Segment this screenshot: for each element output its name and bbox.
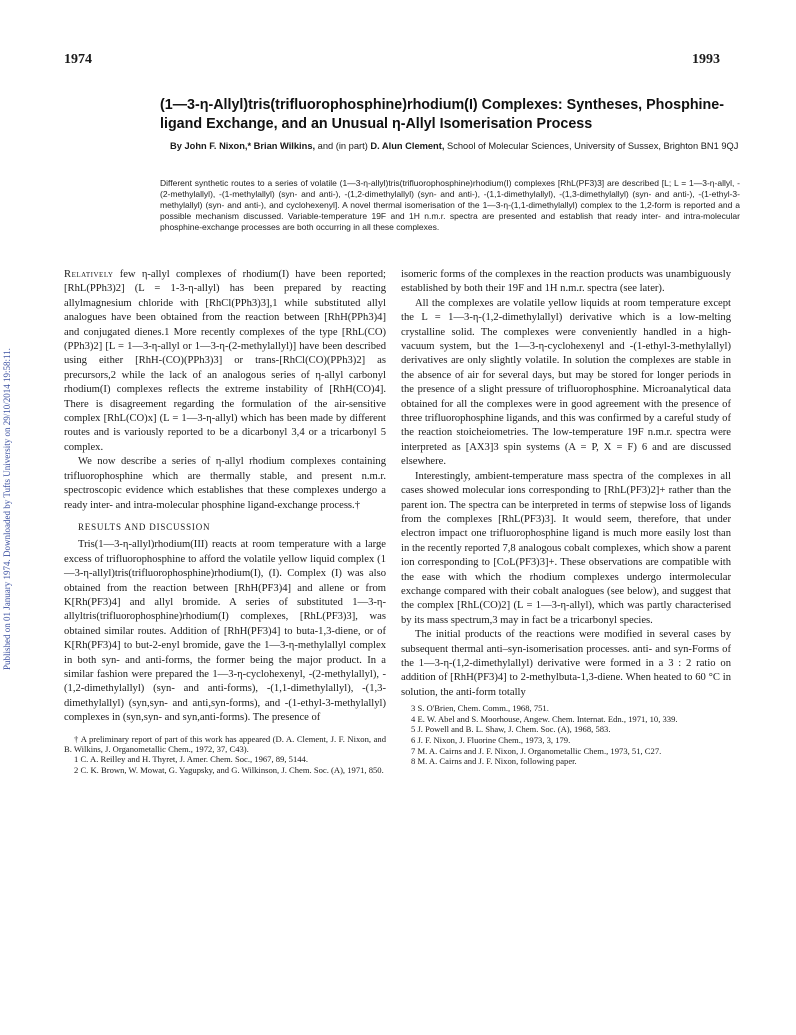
drop-lead-word: Relatively	[64, 269, 114, 280]
author-affiliation: School of Molecular Sciences, University of Sussex, Brighton BN1 9QJ	[444, 141, 739, 151]
lead-authors: By John F. Nixon,* Brian Wilkins,	[170, 141, 316, 151]
article-title: (1—3-η-Allyl)tris(trifluorophosphine)rhodium(I) Complexes: Syntheses, Phosphine-ligand Exchange, and an Unusual η-Allyl Isomerisation Process	[160, 97, 724, 132]
footnote: 5 J. Powell and B. L. Shaw, J. Chem. Soc. (A), 1968, 583.	[411, 724, 611, 735]
footnote: 7 M. A. Cairns and J. F. Nixon, J. Organometallic Chem., 1973, 51, C27.	[411, 745, 662, 756]
body-paragraph: Interestingly, ambient-temperature mass spectra of the complexes in all cases showed molecular ions corresponding to [RhL(PF3)2]+ rather than the parent ion. The spectra can be interpreted in terms of stepwise loss of ligands from the complexes [RhL(PF3)3]. It would seem, therefore, that under electron impact one trifluorophosphine ligand is much more easily lost than in the recently reported 7,8 analogous cobalt complexes, which show a parent ion corresponding to [CoL(PF3)3]+. These observations are compatible with the ease with which the rhodium complexes undergo intermolecular exchange compared with their cobalt analogues (see below), and suggest that the complex [RhL(CO)2] (L = 1—3-η-allyl), which was partly characterised by its mass spectrum,3 may in fact be a tricarbonyl species.	[401, 470, 731, 626]
footnote: 4 E. W. Abel and S. Moorhouse, Angew. Chem. Internat. Edn., 1971, 10, 339.	[411, 713, 678, 724]
page-number: 1993	[692, 52, 720, 67]
download-watermark: Published on 01 January 1974. Downloaded by Tufts University on 29/10/2014 19:58:11.	[2, 348, 12, 670]
footnotes-right	[401, 703, 731, 767]
left-column	[64, 268, 386, 775]
body-paragraph: Tris(1—3-η-allyl)rhodium(III) reacts at room temperature with a large excess of trifluorophosphine to afford the volatile yellow liquid complex (1—3-η-allyl)tris(trifluorophosphine)rhodium(I), (I). Complex (I) was also obtained from the reaction between [RhH(PF3)4] and allene or from K[Rh(PF3)4] and allyl bromide. A series of substituted 1—3-η-allyltris(trifluorophosphine)rhodium(I) complexes, [RhL(PF3)3], was obtained similar routes. Addition of [RhH(PF3)4] to buta-1,3-diene, or of K[Rh(PF3)4] to but-2-enyl bromide, gave the 1—3-η-methylallyl complex in both syn- and anti-forms, the former being the major product. In a similar fashion were prepared the 1—3-η-cyclohexenyl, -(2-methylallyl), -(1,2-dimethylallyl) (syn- and anti-forms), -(1,1-dimethylallyl), -(1,3-dimethylallyl) (syn,syn- and anti,syn-forms), and -(1-ethyl-3-methylallyl) complexes in (syn,syn- and syn,anti-forms). The presence of	[64, 539, 386, 724]
intro-text: few η-allyl complexes of rhodium(I) have been reported; [RhL(PPh3)2] (L = 1-3-η-allyl) has been prepared by reacting allylmagnesium chloride with [RhCl(PPh3)3],1 while substituted allyl analogues have been obtained from the reaction between [RhH(PPh3)4] and conjugated dienes.1 More recently complexes of the type [RhL(CO)(PPh3)2] [L = 1—3-η-allyl or 1—3-η-(2-methylallyl)] have been described using either [RhH-(CO)(PPh3)3] or trans-[RhCl(CO)(PPh3)2] as precursors,2 while the lack of an analogous series of η-allyl carbonyl rhodium(I) complexes reflects the extreme instability of [RhH(CO)4]. There is disagreement regarding the formulation of the air-sensitive complex [RhL(CO)x] (L = 1—3-η-allyl) which has been made by different routes and is variously reported to be a dicarbonyl 3,4 or a tricarbonyl 5 complex.	[64, 269, 386, 453]
right-column	[401, 268, 731, 767]
authors-connector: and (in part)	[315, 141, 371, 151]
footnote: 6 J. F. Nixon, J. Fluorine Chem., 1973, 3, 179.	[411, 734, 571, 745]
footnote: 8 M. A. Cairns and J. F. Nixon, following paper.	[411, 756, 577, 767]
journal-year: 1974	[64, 52, 92, 67]
footnote: 2 C. K. Brown, W. Mowat, G. Yagupsky, and G. Wilkinson, J. Chem. Soc. (A), 1971, 850.	[74, 764, 384, 775]
body-paragraph: We now describe a series of η-allyl rhodium complexes containing trifluorophosphine which are thermally stable, and present n.m.r. spectroscopic evidence which establishes that these complexes undergo a ready inter- and intra-molecular phosphine ligand-exchange process.†	[64, 456, 386, 511]
section-heading: RESULTS AND DISCUSSION	[78, 521, 211, 532]
footnotes-left	[64, 734, 386, 776]
body-paragraph: All the complexes are volatile yellow liquids at room temperature except the L = 1—3-η-(1,2-dimethylallyl) derivative which is a low-melting crystalline solid. The complexes were conveniently handled in a high-vacuum system, but the 1—3-η-cyclohexenyl and -(1-ethyl-3-methylallyl) derivatives are only slightly volatile. In solution the complexes are stable in the absence of air for several days, but may be stored for longer periods in the presence of a slight pressure of trifluorophosphine. Microanalytical data obtained for all the complexes were in good agreement with the presence of three trifluorophosphine ligands, and this was confirmed by a careful study of the reaction stoicheiometries. The low-temperature 19F n.m.r. spectra were interpreted as [AX3]3 spin systems (A = P, X = F) 6 and are discussed elsewhere.	[401, 297, 731, 468]
intro-paragraph	[64, 268, 386, 455]
author-line	[170, 140, 740, 152]
body-paragraph: isomeric forms of the complexes in the reaction products was unambiguously established by both their 19F and 1H n.m.r. spectra (see later).	[401, 269, 731, 295]
second-author: D. Alun Clement,	[370, 141, 445, 151]
footnote: † A preliminary report of part of this work has appeared (D. A. Clement, J. F. Nixon, and B. Wilkins, J. Organometallic Chem., 1972, 37, C43).	[64, 733, 386, 754]
footnote: 3 S. O'Brien, Chem. Comm., 1968, 751.	[411, 703, 549, 714]
body-paragraph: The initial products of the reactions were modified in several cases by subsequent thermal anti–syn-isomerisation processes. anti- and syn-Forms of the 1—3-η-(1,2-dimethylallyl) derivative were formed in a 3 : 2 ratio on addition of [RhH(PF3)4] to 2-methylbuta-1,3-diene. When heated to 60 °C in solution, the anti-form totally	[401, 629, 731, 698]
abstract: Different synthetic routes to a series of volatile (1—3-η-allyl)tris(trifluorophosphine)rhodium(I) complexes [RhL(PF3)3] are described [L; L = 1—3-η-allyl, -(2-methylallyl), -(1-methylallyl) (syn- and anti-), -(1,2-dimethylallyl) (syn- and anti-), -(1,1-dimethylallyl), -(1,3-dimethylallyl) (syn- and anti-), -(1-ethyl-3-methylallyl) (syn- and anti-), and cyclohexenyl]. A novel thermal isomerisation of the 1—3-η-(1,1-dimethylallyl) complex to the 1,2-form is reported and a possible mechanism discussed. Variable-temperature 19F and 1H n.m.r. spectra are presented and establish that ready inter- and intra-molecular phosphine-exchange processes are both occurring in all these complexes.	[160, 178, 740, 232]
footnote: 1 C. A. Reilley and H. Thyret, J. Amer. Chem. Soc., 1967, 89, 5144.	[74, 754, 309, 765]
